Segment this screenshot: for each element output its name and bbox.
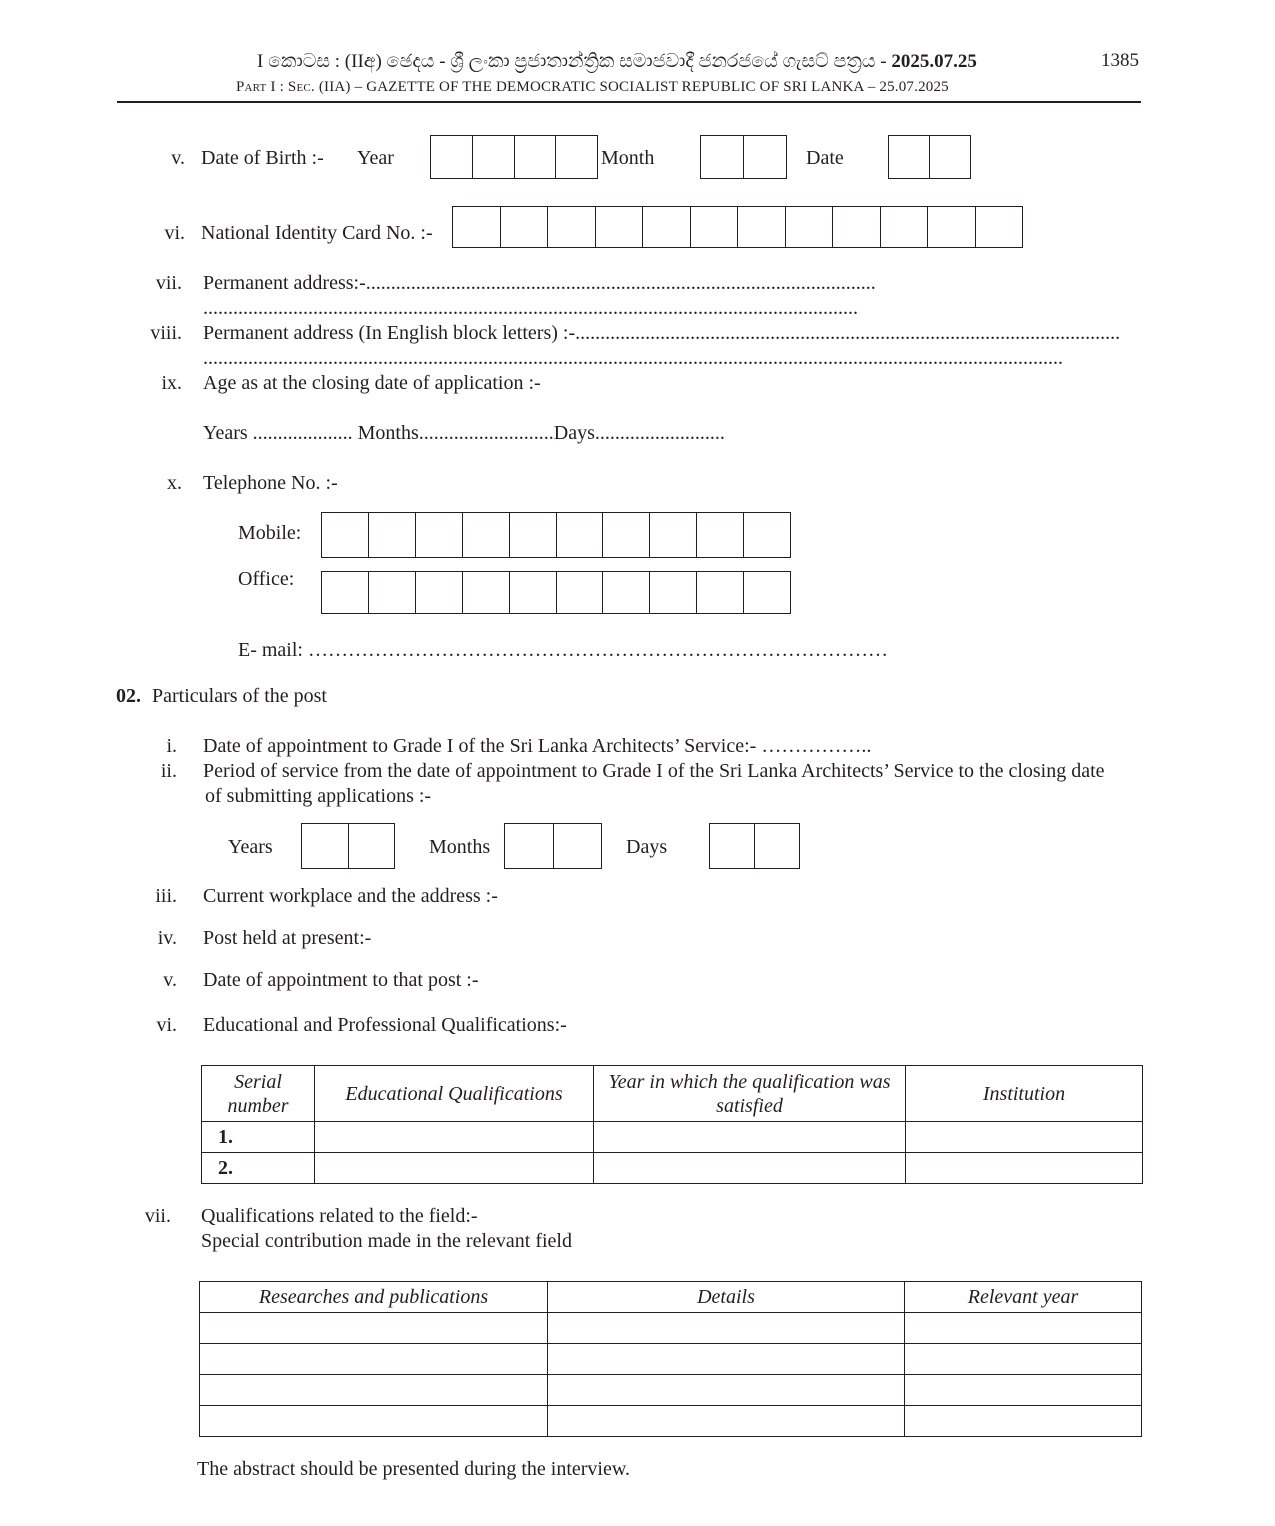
research-cell[interactable]: [200, 1375, 548, 1406]
age-label: Age as at the closing date of application :-: [203, 372, 541, 394]
period-years-label: Years: [228, 836, 273, 858]
item-num-s2-iii: iii.: [155, 885, 177, 907]
perm-address-label: [203, 271, 913, 295]
item-num-s2-vi: vi.: [156, 1014, 177, 1036]
perm-address-dots-2[interactable]: ...................................................................................................................................: [203, 297, 858, 319]
nic-boxes[interactable]: [452, 206, 1023, 248]
research-cell[interactable]: [200, 1406, 548, 1437]
edu-header-serial: Serial number: [202, 1066, 315, 1122]
research-cell[interactable]: [548, 1406, 905, 1437]
research-header-year: Relevant year: [905, 1282, 1142, 1313]
edu-header-year: Year in which the qualification was satisfied: [594, 1066, 906, 1122]
table-row: [200, 1375, 1142, 1406]
english-header: [236, 77, 949, 97]
education-table: [201, 1065, 1143, 1184]
research-cell[interactable]: [905, 1406, 1142, 1437]
s2-i-text[interactable]: Date of appointment to Grade I of the Sri Lanka Architects’ Service:- ……………..​: [203, 735, 872, 757]
edu-cell[interactable]: [906, 1153, 1143, 1184]
dob-year-boxes[interactable]: [430, 135, 598, 179]
period-years-boxes[interactable]: [301, 823, 395, 869]
period-days-boxes[interactable]: [709, 823, 800, 869]
table-row: [200, 1344, 1142, 1375]
table-row: [200, 1406, 1142, 1437]
table-row: [202, 1153, 1143, 1184]
period-months-boxes[interactable]: [504, 823, 602, 869]
research-cell[interactable]: [905, 1344, 1142, 1375]
english-header-sec: Sec.: [287, 79, 315, 95]
office-boxes[interactable]: [321, 571, 791, 614]
perm-address-label-text: Permanent address:-: [203, 272, 366, 294]
edu-row-serial: 2.: [202, 1153, 315, 1184]
item-num-age: ix.: [161, 372, 182, 394]
english-header-part: Part: [236, 79, 267, 95]
table-row: [202, 1122, 1143, 1153]
item-num-s2-v: v.: [163, 969, 177, 991]
telephone-label: Telephone No. :-: [203, 472, 338, 494]
email-line[interactable]: E- mail: ……………………………………………………………………………: [238, 639, 888, 661]
s2-iv-text: Post held at present:-: [203, 927, 372, 949]
perm-address-en-label-text: Permanent address (In English block letters) :-: [203, 322, 576, 344]
item-num-perm-address: vii.: [155, 272, 182, 294]
page-number: 1385: [1101, 50, 1139, 71]
english-header-rest: (IIA) – GAZETTE OF THE DEMOCRATIC SOCIALIST REPUBLIC OF SRI LANKA – 25.07.2025: [318, 79, 949, 95]
dob-date-label: Date: [806, 147, 844, 169]
dob-label: Date of Birth :-: [201, 147, 324, 169]
sinhala-header: [257, 50, 977, 74]
footer-note: The abstract should be presented during the interview.: [197, 1458, 631, 1480]
dob-month-label: Month: [601, 147, 655, 169]
edu-cell[interactable]: [594, 1122, 906, 1153]
nic-label: National Identity Card No. :-: [201, 222, 433, 244]
age-fill-line[interactable]: Years .................... Months...........................Days..........................: [203, 422, 725, 444]
period-days-label: Days: [626, 836, 668, 858]
edu-cell[interactable]: [594, 1153, 906, 1184]
section2-number: 02.: [116, 685, 141, 707]
item-num-s2-ii: ii.: [160, 760, 177, 782]
research-cell[interactable]: [548, 1375, 905, 1406]
research-header-publications: Researches and publications: [200, 1282, 548, 1313]
item-num-nic: vi.: [164, 222, 185, 244]
research-cell[interactable]: [905, 1375, 1142, 1406]
item-num-s2-vii: vii.: [144, 1205, 171, 1227]
dob-month-boxes[interactable]: [700, 135, 787, 179]
table-row: [200, 1313, 1142, 1344]
mobile-boxes[interactable]: [321, 512, 791, 558]
s2-ii-text2: of submitting applications :-: [205, 785, 432, 807]
dob-date-boxes[interactable]: [888, 135, 971, 179]
edu-cell[interactable]: [315, 1153, 594, 1184]
s2-iii-text: Current workplace and the address :-: [203, 885, 498, 907]
s2-vii-text: Qualifications related to the field:-: [201, 1205, 478, 1227]
period-months-label: Months: [429, 836, 491, 858]
dob-year-label: Year: [357, 147, 394, 169]
perm-address-en-label: [203, 321, 1141, 345]
office-label: Office:: [238, 568, 295, 590]
edu-header-qualifications: Educational Qualifications: [315, 1066, 594, 1122]
research-cell[interactable]: [905, 1313, 1142, 1344]
sinhala-header-date: 2025.07.25: [891, 51, 977, 72]
research-table: [199, 1281, 1142, 1437]
s2-v-text: Date of appointment to that post :-: [203, 969, 479, 991]
sinhala-header-text: I කොටස : (IIඅ) ඡෙදය - ශ්‍රී ලංකා ප්‍රජාතාන්ත්‍රික සමාජවාදී ජනරජයේ ගැසට් පත්‍රය -: [257, 51, 887, 72]
edu-cell[interactable]: [906, 1122, 1143, 1153]
edu-header-institution: Institution: [906, 1066, 1143, 1122]
edu-row-serial: 1.: [202, 1122, 315, 1153]
item-num-s2-i: i.: [166, 735, 177, 757]
perm-address-en-dots-2[interactable]: ............................................................................................................................................................................: [203, 347, 1063, 369]
research-cell[interactable]: [548, 1344, 905, 1375]
edu-cell[interactable]: [315, 1122, 594, 1153]
research-cell[interactable]: [200, 1313, 548, 1344]
s2-vii-text2: Special contribution made in the relevant field: [201, 1230, 572, 1252]
header-rule: [117, 101, 1141, 103]
english-header-part-num: I :: [270, 79, 284, 95]
mobile-label: Mobile:: [238, 522, 302, 544]
item-num-telephone: x.: [167, 472, 182, 494]
research-cell[interactable]: [200, 1344, 548, 1375]
s2-vi-text: Educational and Professional Qualifications:-: [203, 1014, 567, 1036]
item-num-perm-address-en: viii.: [150, 322, 182, 344]
item-num-dob: v.: [171, 147, 185, 169]
perm-address-dots-1[interactable]: ......................................................................................................: [365, 272, 876, 294]
research-cell[interactable]: [548, 1313, 905, 1344]
section2-title: Particulars of the post: [152, 685, 327, 707]
research-header-details: Details: [548, 1282, 905, 1313]
s2-ii-text: Period of service from the date of appointment to Grade I of the Sri Lanka Architects’ Service to the closing date: [203, 760, 1105, 782]
item-num-s2-iv: iv.: [157, 927, 177, 949]
perm-address-en-dots-1[interactable]: .............................................................................................................: [575, 322, 1121, 344]
